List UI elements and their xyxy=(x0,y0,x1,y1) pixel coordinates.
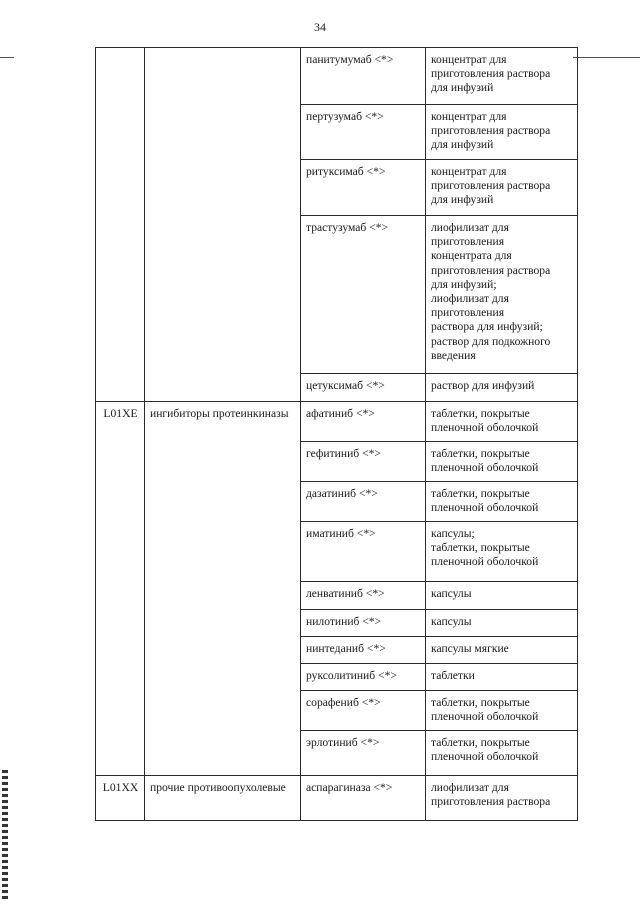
dosage-form-cell: капсулы xyxy=(426,610,578,637)
drug-name-cell: ритуксимаб <*> xyxy=(301,160,426,216)
scan-artifact-line xyxy=(573,57,640,58)
drug-name-cell: цетуксимаб <*> xyxy=(301,374,426,402)
table-row xyxy=(96,48,578,105)
group-name-cell: прочие противоопухолевые xyxy=(145,776,301,821)
dosage-form-cell: капсулы xyxy=(426,582,578,610)
drug-table xyxy=(95,47,578,821)
dosage-form-cell: таблетки, покрытые пленочной оболочкой xyxy=(426,482,578,522)
drug-table-body xyxy=(96,48,578,821)
atc-code-cell: L01XE xyxy=(96,402,145,776)
drug-name-cell: панитумумаб <*> xyxy=(301,48,426,105)
drug-name-cell: нилотиниб <*> xyxy=(301,610,426,637)
drug-name-cell: сорафениб <*> xyxy=(301,691,426,731)
dosage-form-cell: капсулы; таблетки, покрытые пленочной оболочкой xyxy=(426,522,578,582)
scan-margin-marks xyxy=(2,770,8,900)
drug-name-cell: гефитиниб <*> xyxy=(301,442,426,482)
drug-name-cell: нинтеданиб <*> xyxy=(301,637,426,664)
drug-name-cell: пертузумаб <*> xyxy=(301,105,426,160)
drug-name-cell: трастузумаб <*> xyxy=(301,216,426,374)
table-row xyxy=(96,402,578,442)
drug-name-cell: дазатиниб <*> xyxy=(301,482,426,522)
atc-code-cell: L01XX xyxy=(96,776,145,821)
table-row xyxy=(96,776,578,821)
group-name-cell: ингибиторы протеинкиназы xyxy=(145,402,301,776)
dosage-form-cell: таблетки xyxy=(426,664,578,691)
dosage-form-cell: концентрат для приготовления раствора для инфузий xyxy=(426,105,578,160)
scan-artifact-line xyxy=(0,57,14,58)
drug-name-cell: иматиниб <*> xyxy=(301,522,426,582)
drug-name-cell: афатиниб <*> xyxy=(301,402,426,442)
dosage-form-cell: таблетки, покрытые пленочной оболочкой xyxy=(426,402,578,442)
dosage-form-cell: лиофилизат для приготовления концентрата для приготовления раствора для инфузий; лиофилизат для приготовления раствора для инфузий; раствор для подкожного введения xyxy=(426,216,578,374)
dosage-form-cell: раствор для инфузий xyxy=(426,374,578,402)
drug-name-cell: эрлотиниб <*> xyxy=(301,731,426,776)
dosage-form-cell: концентрат для приготовления раствора для инфузий xyxy=(426,48,578,105)
page-number: 34 xyxy=(314,20,326,34)
drug-name-cell: руксолитиниб <*> xyxy=(301,664,426,691)
dosage-form-cell: лиофилизат для приготовления раствора xyxy=(426,776,578,821)
dosage-form-cell: таблетки, покрытые пленочной оболочкой xyxy=(426,731,578,776)
dosage-form-cell: таблетки, покрытые пленочной оболочкой xyxy=(426,691,578,731)
drug-name-cell: ленватиниб <*> xyxy=(301,582,426,610)
group-name-cell xyxy=(145,48,301,402)
drug-name-cell: аспарагиназа <*> xyxy=(301,776,426,821)
dosage-form-cell: капсулы мягкие xyxy=(426,637,578,664)
dosage-form-cell: таблетки, покрытые пленочной оболочкой xyxy=(426,442,578,482)
dosage-form-cell: концентрат для приготовления раствора для инфузий xyxy=(426,160,578,216)
atc-code-cell xyxy=(96,48,145,402)
